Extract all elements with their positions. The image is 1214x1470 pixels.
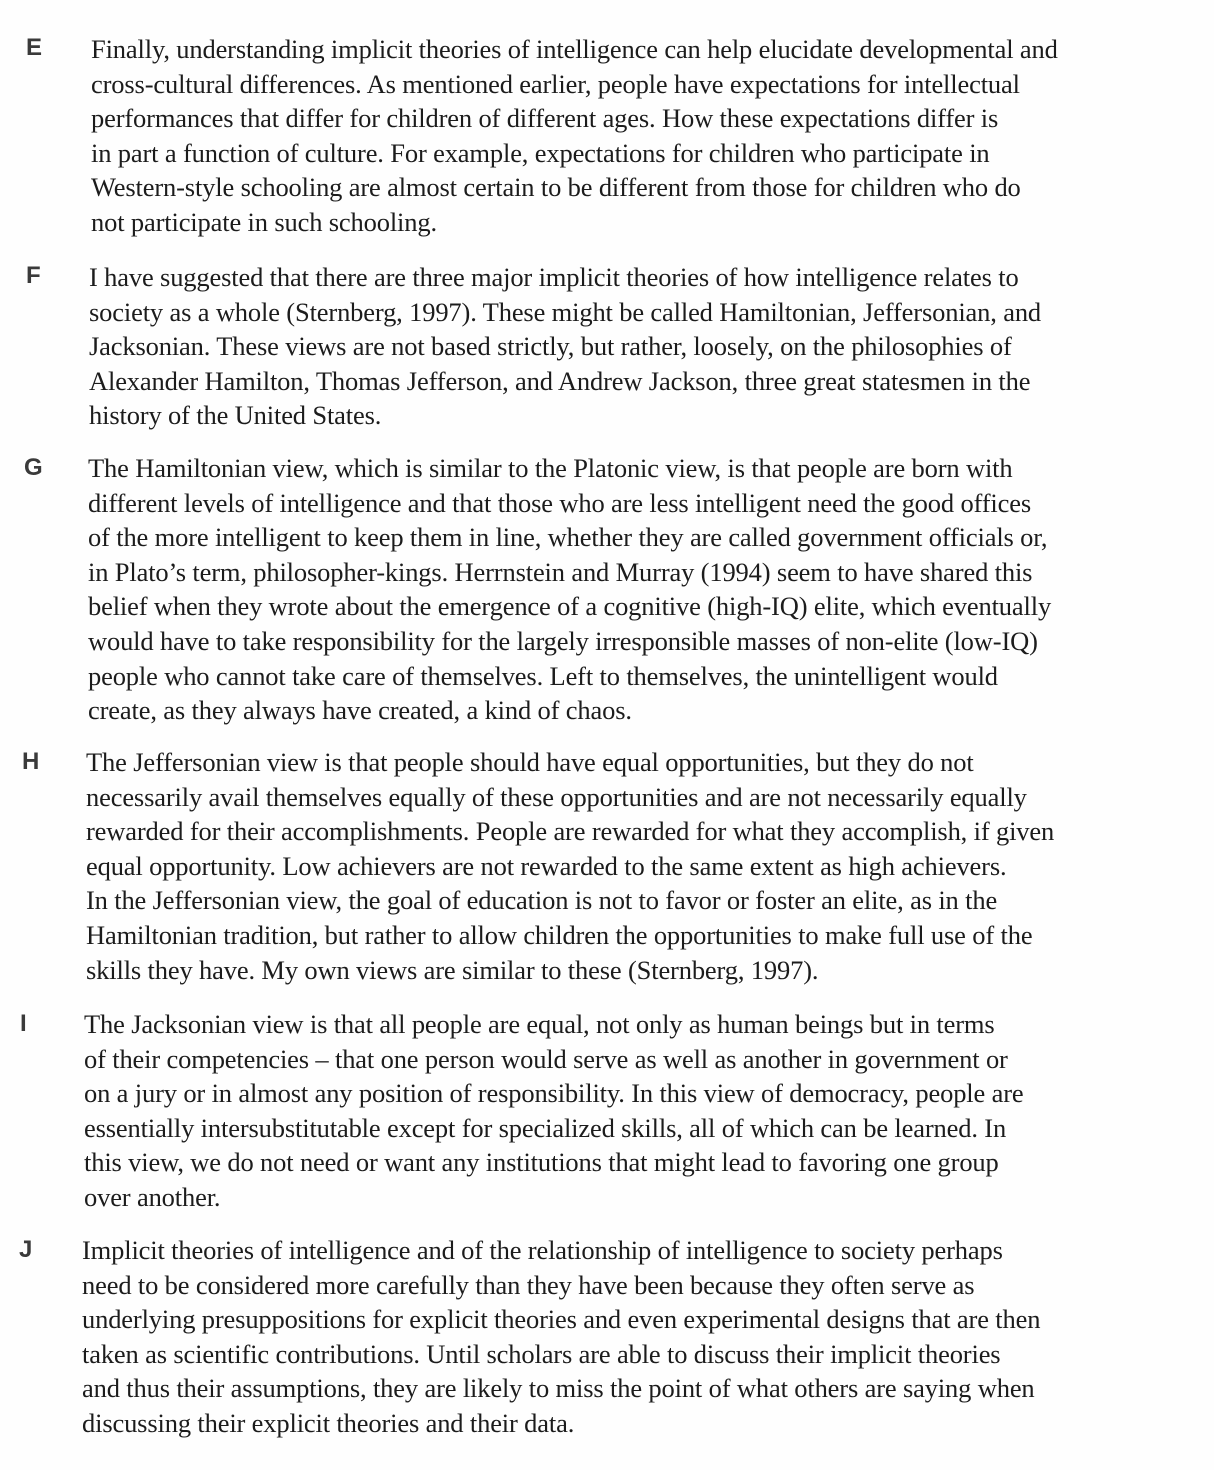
- text-line: taken as scientific contributions. Until scholars are able to discuss their implicit theories: [82, 1338, 1001, 1369]
- text-line: create, as they always have created, a kind of chaos.: [88, 695, 632, 726]
- text-line: Implicit theories of intelligence and of the relationship of intelligence to society perhaps: [82, 1235, 1003, 1265]
- text-line: Hamiltonian tradition, but rather to allow children the opportunities to make full use of the: [86, 919, 1033, 950]
- text-line: of the more intelligent to keep them in line, whether they are called government officials or,: [88, 522, 1048, 553]
- text-line: on a jury or in almost any position of responsibility. In this view of democracy, people are: [84, 1078, 1024, 1109]
- text-line: essentially intersubstitutable except for specialized skills, all of which can be learned. In: [84, 1112, 1007, 1143]
- text-line: over another.: [84, 1181, 221, 1212]
- text-line: Finally, understanding implicit theories of intelligence can help elucidate developmental and: [91, 34, 1058, 64]
- paragraph-text: [86, 745, 1054, 987]
- text-line: in Plato’s term, philosopher-kings. Herrnstein and Murray (1994) seem to have shared this: [88, 556, 1033, 587]
- text-line: cross-cultural differences. As mentioned earlier, people have expectations for intellectual: [91, 68, 1020, 99]
- paragraph-text: [88, 451, 1051, 728]
- text-line: I have suggested that there are three major implicit theories of how intelligence relates to: [89, 262, 1019, 292]
- paragraph-text: [89, 260, 1041, 433]
- text-line: Western-style schooling are almost certain to be different from those for children who do: [91, 172, 1021, 203]
- text-line: people who cannot take care of themselves. Left to themselves, the unintelligent would: [88, 660, 998, 691]
- paragraph-text: [84, 1007, 1024, 1215]
- paragraph-text: [82, 1233, 1040, 1441]
- text-line: this view, we do not need or want any institutions that might lead to favoring one group: [84, 1147, 999, 1178]
- text-line: society as a whole (Sternberg, 1997). These might be called Hamiltonian, Jeffersonian, and: [89, 296, 1042, 327]
- paragraph-label: H: [22, 748, 40, 775]
- text-line: history of the United States.: [89, 400, 382, 431]
- text-line: would have to take responsibility for the largely irresponsible masses of non-elite (low-IQ): [88, 625, 1038, 656]
- text-line: performances that differ for children of different ages. How these expectations differ is: [91, 103, 999, 134]
- text-line: skills they have. My own views are similar to these (Sternberg, 1997).: [86, 954, 819, 985]
- text-line: discussing their explicit theories and their data.: [82, 1407, 575, 1438]
- text-line: In the Jeffersonian view, the goal of education is not to favor or foster an elite, as in the: [86, 885, 998, 916]
- text-line: underlying presuppositions for explicit theories and even experimental designs that are then: [82, 1304, 1041, 1335]
- text-line: and thus their assumptions, they are likely to miss the point of what others are saying when: [82, 1373, 1035, 1404]
- text-line: different levels of intelligence and that those who are less intelligent need the good offices: [88, 487, 1032, 518]
- text-line: Jacksonian. These views are not based strictly, but rather, loosely, on the philosophies of: [89, 331, 1012, 362]
- text-line: equal opportunity. Low achievers are not rewarded to the same extent as high achievers.: [86, 850, 1007, 881]
- text-line: The Jacksonian view is that all people are equal, not only as human beings but in terms: [84, 1009, 995, 1039]
- text-line: necessarily avail themselves equally of these opportunities and are not necessarily equally: [86, 781, 1027, 812]
- text-line: need to be considered more carefully than they have been because they often serve as: [82, 1269, 975, 1300]
- text-line: rewarded for their accomplishments. People are rewarded for what they accomplish, if given: [86, 816, 1055, 847]
- paragraph-text: [91, 32, 1058, 240]
- paragraph-label: I: [20, 1010, 27, 1037]
- paragraph-label: J: [19, 1236, 33, 1263]
- text-line: of their competencies – that one person would serve as well as another in government or: [84, 1043, 1008, 1074]
- text-line: The Hamiltonian view, which is similar to the Platonic view, is that people are born with: [88, 453, 1013, 483]
- text-line: not participate in such schooling.: [91, 206, 437, 237]
- paragraph-label: F: [26, 262, 41, 289]
- text-line: The Jeffersonian view is that people should have equal opportunities, but they do not: [86, 747, 974, 777]
- paragraph-label: E: [26, 34, 43, 61]
- paragraph-label: G: [24, 454, 43, 481]
- text-line: in part a function of culture. For example, expectations for children who participate in: [91, 137, 990, 168]
- text-line: belief when they wrote about the emergence of a cognitive (high-IQ) elite, which eventually: [88, 591, 1052, 622]
- text-line: Alexander Hamilton, Thomas Jefferson, and Andrew Jackson, three great statesmen in the: [89, 365, 1031, 396]
